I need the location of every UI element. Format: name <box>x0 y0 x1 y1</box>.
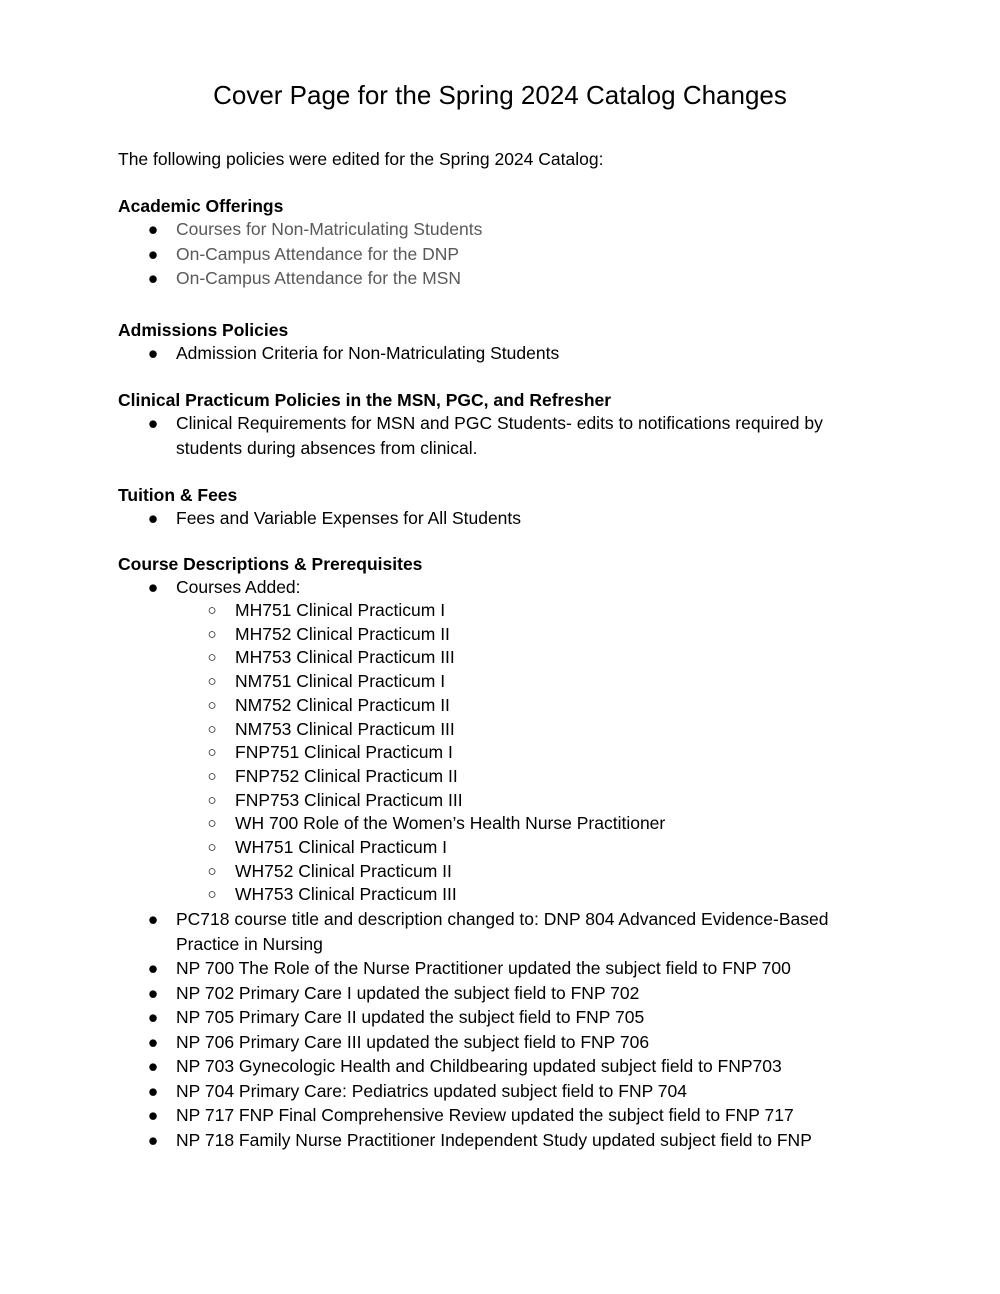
hollow-bullet-icon: ○ <box>207 862 217 880</box>
list-item <box>118 1103 878 1128</box>
list-item <box>118 1128 878 1153</box>
list-item <box>118 981 878 1006</box>
hollow-bullet-icon: ○ <box>207 602 217 619</box>
course-item <box>176 599 878 623</box>
course-item <box>176 741 878 765</box>
section-heading-course-descriptions: Course Descriptions & Prerequisites <box>118 553 423 574</box>
bullet-icon: ● <box>147 508 159 528</box>
course-name: MH752 Clinical Practicum II <box>235 623 450 644</box>
list-item <box>118 242 878 267</box>
section-clinical-practicum <box>118 389 878 460</box>
section-heading-tuition-fees: Tuition & Fees <box>118 485 238 505</box>
policy-link[interactable]: On-Campus Attendance for the MSN <box>176 268 461 288</box>
clinical-practicum-list <box>118 411 878 460</box>
bullet-icon: ● <box>147 1056 159 1077</box>
list-item-text: PC718 course title and description changed to: DNP 804 Advanced Evidence-Based Practice in Nursing <box>176 909 829 954</box>
bullet-icon: ● <box>147 1105 159 1126</box>
course-name: WH 700 Role of the Women’s Health Nurse Practitioner <box>235 813 666 834</box>
admissions-policies-list <box>118 341 878 366</box>
hollow-bullet-icon: ○ <box>207 839 217 857</box>
course-name: WH753 Clinical Practicum III <box>235 884 457 905</box>
list-item-text: NP 703 Gynecologic Health and Childbearing updated subject field to FNP703 <box>176 1056 782 1077</box>
hollow-bullet-icon: ○ <box>207 673 217 691</box>
hollow-bullet-icon: ○ <box>207 744 217 762</box>
course-item <box>176 836 878 860</box>
list-item <box>118 575 878 908</box>
bullet-icon: ● <box>147 958 159 979</box>
list-item-text: NP 700 The Role of the Nurse Practitioner updated the subject field to FNP 700 <box>176 958 791 979</box>
bullet-icon: ● <box>147 413 159 433</box>
section-course-descriptions <box>118 553 878 1153</box>
hollow-bullet-icon: ○ <box>207 720 217 738</box>
course-name: MH753 Clinical Practicum III <box>235 647 455 668</box>
course-name: WH752 Clinical Practicum II <box>235 860 452 881</box>
list-item-text: NP 702 Primary Care I updated the subject field to FNP 702 <box>176 982 640 1003</box>
course-item <box>176 812 878 836</box>
section-tuition-fees <box>118 484 878 531</box>
course-name: NM751 Clinical Practicum I <box>235 671 446 692</box>
list-item-text: NP 717 FNP Final Comprehensive Review updated the subject field to FNP 717 <box>176 1105 794 1126</box>
course-name: FNP752 Clinical Practicum II <box>235 765 458 786</box>
bullet-icon: ● <box>147 1031 159 1052</box>
list-item <box>118 1054 878 1079</box>
courses-added-label: Courses Added: <box>176 576 301 597</box>
hollow-bullet-icon: ○ <box>207 767 217 785</box>
section-admissions-policies <box>118 319 878 366</box>
list-item <box>118 907 878 956</box>
course-item <box>176 670 878 694</box>
bullet-icon: ● <box>147 268 159 288</box>
course-name: MH751 Clinical Practicum I <box>235 600 446 620</box>
hollow-bullet-icon: ○ <box>207 625 217 643</box>
course-name: FNP751 Clinical Practicum I <box>235 742 453 763</box>
bullet-icon: ● <box>147 1129 159 1150</box>
bullet-icon: ● <box>147 1007 159 1028</box>
course-item <box>176 694 878 718</box>
bullet-icon: ● <box>147 342 159 363</box>
policy-link[interactable]: On-Campus Attendance for the DNP <box>176 243 460 264</box>
course-descriptions-list <box>118 575 878 1153</box>
course-name: FNP753 Clinical Practicum III <box>235 789 463 810</box>
list-item <box>118 506 878 531</box>
intro-text: The following policies were edited for the Spring 2024 Catalog: <box>118 149 604 169</box>
course-name: NM752 Clinical Practicum II <box>235 694 450 715</box>
list-item-text: Fees and Variable Expenses for All Students <box>176 508 522 528</box>
course-item <box>176 860 878 884</box>
bullet-icon: ● <box>147 243 159 264</box>
list-item <box>118 1005 878 1030</box>
list-item <box>118 411 878 460</box>
courses-added-list <box>176 599 878 907</box>
list-item-text: NP 718 Family Nurse Practitioner Independent Study updated subject field to FNP <box>176 1129 812 1150</box>
policy-link[interactable]: Courses for Non-Matriculating Students <box>176 219 483 239</box>
list-item-text: NP 705 Primary Care II updated the subject field to FNP 705 <box>176 1007 645 1028</box>
course-name: NM753 Clinical Practicum III <box>235 718 455 739</box>
section-heading-academic-offerings: Academic Offerings <box>118 196 284 216</box>
bullet-icon: ● <box>147 982 159 1003</box>
hollow-bullet-icon: ○ <box>207 815 217 833</box>
section-heading-clinical-practicum: Clinical Practicum Policies in the MSN, PGC, and Refresher <box>118 390 612 410</box>
document-body <box>118 195 878 1152</box>
list-item-text: NP 706 Primary Care III updated the subject field to FNP 706 <box>176 1031 650 1052</box>
hollow-bullet-icon: ○ <box>207 886 217 904</box>
course-item <box>176 789 878 813</box>
course-name: WH751 Clinical Practicum I <box>235 837 447 858</box>
list-item <box>118 341 878 366</box>
hollow-bullet-icon: ○ <box>207 696 217 714</box>
academic-offerings-list <box>118 217 878 291</box>
hollow-bullet-icon: ○ <box>207 649 217 667</box>
list-item-text: NP 704 Primary Care: Pediatrics updated subject field to FNP 704 <box>176 1080 688 1101</box>
course-item <box>176 646 878 670</box>
course-item <box>176 718 878 742</box>
list-item <box>118 266 878 291</box>
section-heading-admissions-policies: Admissions Policies <box>118 319 289 340</box>
course-item <box>176 765 878 789</box>
course-item <box>176 623 878 647</box>
course-item <box>176 883 878 907</box>
page-title: Cover Page for the Spring 2024 Catalog Changes <box>213 80 787 110</box>
list-item <box>118 956 878 981</box>
tuition-fees-list <box>118 506 878 531</box>
list-item <box>118 217 878 242</box>
bullet-icon: ● <box>147 219 159 239</box>
bullet-icon: ● <box>147 576 159 597</box>
list-item <box>118 1079 878 1104</box>
hollow-bullet-icon: ○ <box>207 791 217 809</box>
bullet-icon: ● <box>147 909 159 930</box>
list-item-text: Clinical Requirements for MSN and PGC Students- edits to notifications required by students during absences from clinical. <box>176 413 823 458</box>
bullet-icon: ● <box>147 1080 159 1101</box>
section-academic-offerings <box>118 195 878 291</box>
list-item <box>118 1030 878 1055</box>
list-item-text: Admission Criteria for Non-Matriculating Students <box>176 342 560 363</box>
